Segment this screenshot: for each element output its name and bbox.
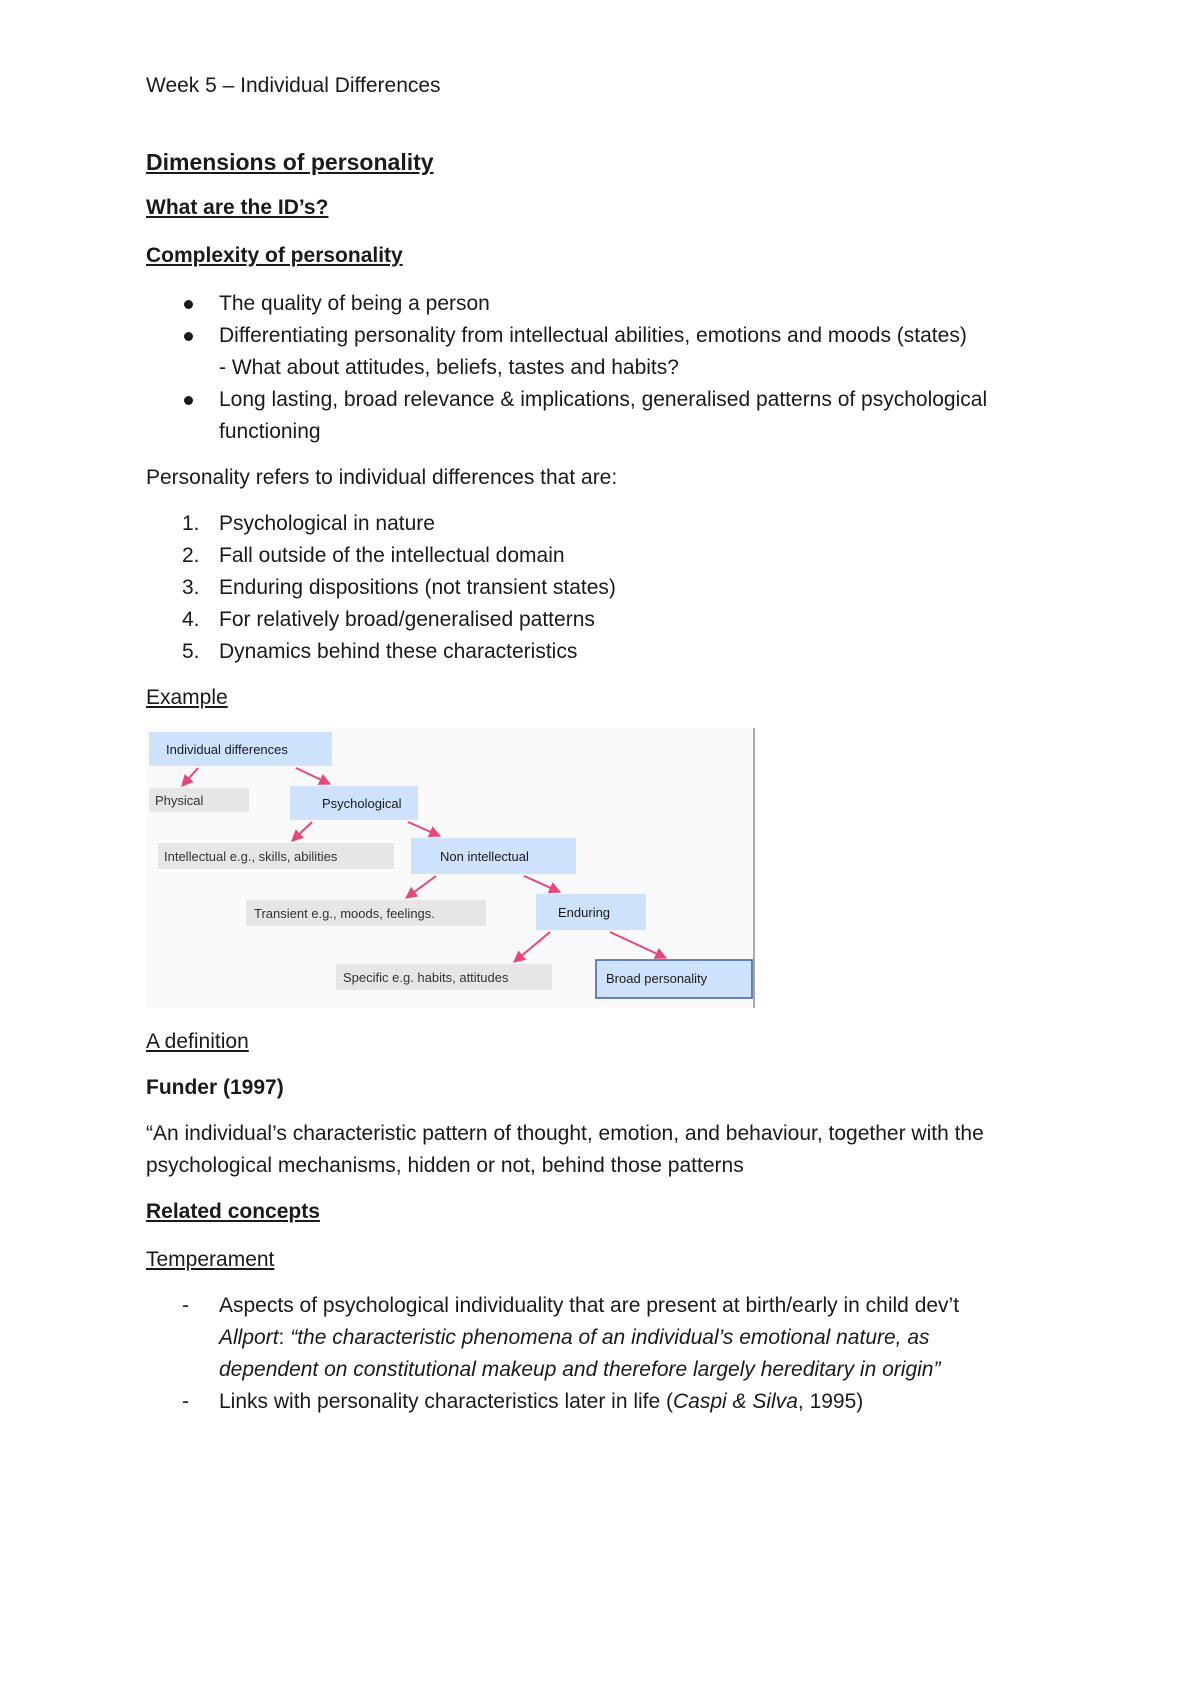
svg-text:Non intellectual: Non intellectual [440,849,529,864]
list-item: 3. Enduring dispositions (not transient states) [182,576,616,599]
node-transient [246,900,486,926]
personality-intro: Personality refers to individual differences that are: [146,466,618,489]
personality-numbered-list [146,508,1086,668]
page-header: Week 5 – Individual Differences [146,74,441,97]
list-item: - Aspects of psychological individuality that are present at birth/early in child dev’t Allport: “the characteristic phenomena of an individual’s emotional nature, as dependent on constitutional makeup and therefore largely hereditary in origin” [146,1290,1086,1386]
example-heading: Example [146,686,228,709]
node-physical [149,788,249,812]
svg-text:Intellectual e.g., skills, abi: Intellectual e.g., skills, abilities [164,849,338,864]
bullet-dot-icon [184,396,193,405]
node-broad-personality [596,960,752,998]
svg-text:Specific e.g. habits, attitude: Specific e.g. habits, attitudes [343,970,509,985]
list-item: - Links with personality characteristics later in life (Caspi & Silva, 1995) [146,1386,1086,1418]
svg-text:Individual differences: Individual differences [166,742,288,757]
list-item: 5. Dynamics behind these characteristics [182,640,578,663]
section-heading-complexity: Complexity of personality [146,244,403,267]
bullet-dot-icon [184,332,193,341]
funder-citation: Funder (1997) [146,1076,284,1099]
svg-text:Broad personality: Broad personality [606,971,708,986]
list-item: 4. For relatively broad/generalised patterns [182,608,595,631]
related-concepts-heading: Related concepts [146,1200,320,1223]
document-page [146,70,1086,1432]
node-intellectual [158,843,394,869]
svg-text:Physical: Physical [155,793,204,808]
node-psychological [290,786,418,820]
node-non-intellectual [411,838,576,874]
dash-icon: - [182,1294,189,1317]
svg-text:Enduring: Enduring [558,905,611,920]
node-individual-differences [149,732,332,766]
list-item: 2. Fall outside of the intellectual domain [182,544,565,567]
temperament-list [146,1290,1086,1418]
node-enduring [536,894,646,930]
definition-heading: A definition [146,1030,249,1053]
dash-icon: - [182,1390,189,1413]
svg-text:Psychological: Psychological [322,796,402,811]
svg-text:Transient e.g., moods, feeling: Transient e.g., moods, feelings. [254,906,435,921]
temperament-heading: Temperament [146,1248,275,1271]
funder-quote: “An individual’s characteristic pattern of thought, emotion, and behaviour, together with the psychological mechanisms, hidden or not, behind those patterns [146,1122,984,1177]
node-specific [336,964,552,990]
list-item: Long lasting, broad relevance & implications, generalised patterns of psychological functioning [146,384,1086,448]
complexity-bullet-list [146,288,1086,448]
page-title: Dimensions of personality [146,149,434,175]
individual-differences-diagram [146,728,756,1008]
section-heading-ids: What are the ID’s? [146,196,329,219]
bullet-dot-icon [184,300,193,309]
list-item: 1. Psychological in nature [182,512,435,535]
list-item: The quality of being a person [146,288,1086,320]
list-item: Differentiating personality from intellectual abilities, emotions and moods (states) - What about attitudes, beliefs, tastes and habits? [146,320,1086,384]
